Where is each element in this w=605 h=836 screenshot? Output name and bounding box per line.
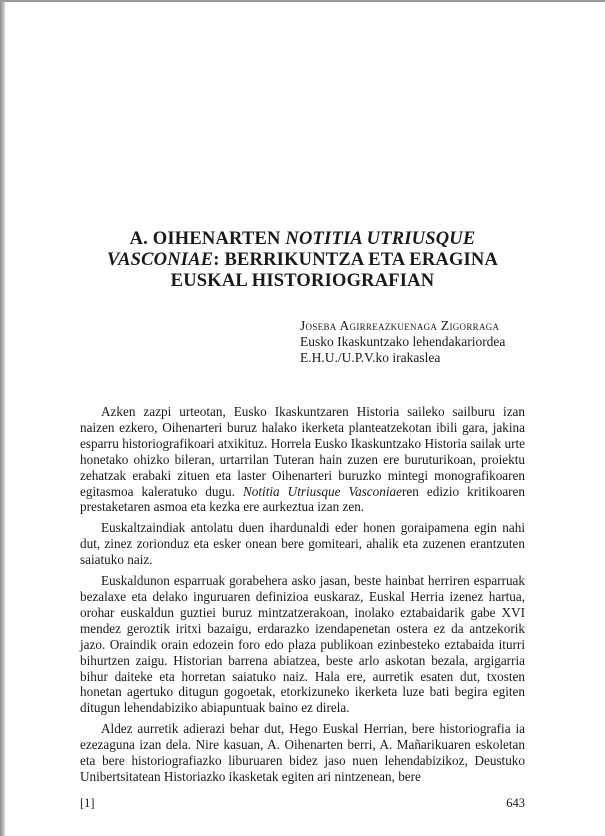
title-line-1: A. OIHENARTEN NOTITIA UTRIUSQUE (129, 229, 476, 249)
title-line-2: VASCONIAE: BERRIKUNTZA ETA ERAGINA (106, 250, 499, 270)
page-edge-shadow (0, 0, 5, 836)
author-role-1: Eusko Ikaskuntzako lehendakariordea (300, 334, 506, 349)
author-block (300, 318, 505, 366)
author-name: Joseba Agirreazkuenaga Zigorraga (300, 318, 500, 333)
paragraph-2: Euskaltzaindiak antolatu duen ihardunaldi eder honen goraipamena egin nahi dut, zinez zorionduz eta esker onean bere gomiteari, ahalik eta zuzenen erantzuten saiatuko naiz. (80, 520, 525, 568)
paragraph-1: Azken zazpi urteotan, Eusko Ikaskuntzaren Historia saileko sailburu izan naizen ezkero, Oihenarteri buruz halako ikerketa planteatzekotan ibili gara, jakina esparru historiografikoari atxikituz. Horrela Eusko Ikaskuntzako Historia sailak urte honetako ohizko bileran, urtarrilan Tuteran hain zuzen ere buruturikoan, proiektu zehatzak erabaki zituen eta laster Oihenarteri buruzko mintegi monografikoaren egitasmoa kaleratuko dugu. Notitia Utriusque Vasconiaeren edizio kritikoaren prestaketaren asmoa eta kezka ere aurkeztua izan zen. (80, 404, 526, 515)
paragraph-1-italic: Notitia Utriusque Vasconiae (242, 483, 402, 499)
page-top-edge (0, 0, 605, 2)
author-role-2: E.H.U./U.P.V.ko irakaslea (300, 350, 441, 365)
footnote-marker: [1] (80, 796, 95, 810)
title-italic-1: NOTITIA UTRIUSQUE (285, 229, 476, 249)
body-text (80, 404, 525, 790)
paragraph-4: Aldez aurretik adierazi behar dut, Hego Euskal Herrian, bere historiografia ia ezezaguna izan dela. Nire kasuan, A. Oihenarten berri, A. Mañarikuaren eskoletan eta bere historiografiazko liburuaren bidez jaso nuen lehendabizikoz, Deustuko Unibertsitatean Historiazko ikasketak egiten ari nintzenean, bere (80, 721, 525, 784)
paragraph-3: Euskaldunon esparruak gorabehera asko jasan, beste hainbat herriren esparruak bezalaxe eta delako inguruaren definizioa euskaraz, Euskal Herria izenez hartua, orohar euskaldun guztiei buruz mintzatzerakoan, inolako eztabaidarik gabe XVI mendez geroztik iritxi bazaigu, erdarazko izendapenetan ostera ez da antzekorik jazo. Oraindik orain edozein foro edo plaza publikoan ezinbesteko eztabaida iturri bihurtzen zaigu. Historian barrena abiatzea, beste arlo askotan bezala, argigarria bihur daiteke eta horretan saiatuko naiz. Hala ere, aurretik esaten dut, txosten honetan agertuko ditugun gogoetak, etorkizuneko ikerketa luze bati begira egiten ditugun lehendabiziko abiapuntuak baino ez direla. (80, 573, 525, 716)
page-number: 643 (506, 796, 525, 810)
title-line-3: EUSKAL HISTORIOGRAFIAN (170, 271, 435, 291)
title-italic-2: VASCONIAE (106, 250, 214, 270)
article-title (60, 229, 545, 292)
